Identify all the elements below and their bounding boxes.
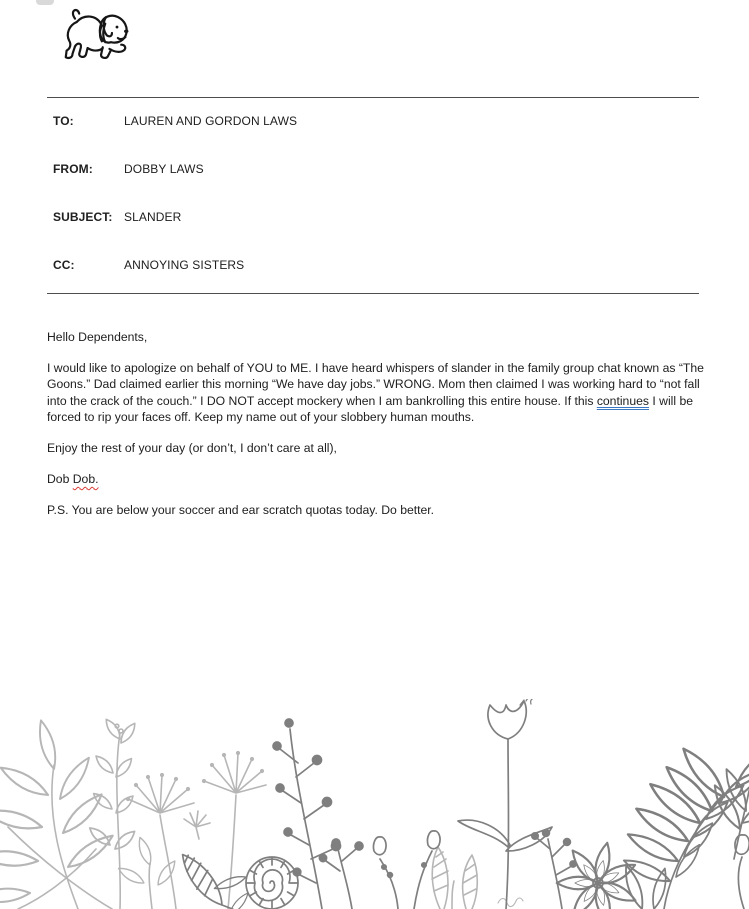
memo-field-value: LAUREN AND GORDON LAWS [124, 114, 298, 128]
leafy-branch-icon [0, 719, 116, 909]
letter-body [47, 329, 707, 533]
memo-field-label: FROM: [53, 162, 93, 176]
postscript-line: P.S. You are below your soccer and ear scratch quotas today. Do better. [47, 502, 435, 517]
memo-field-label: CC: [53, 258, 75, 272]
signature-text: Dob [47, 471, 73, 486]
memo-field-value: SLANDER [124, 210, 182, 224]
round-leaf-sprig-icon [116, 836, 178, 909]
palm-frond-icon [621, 744, 749, 909]
paragraph-text: I will be forced to rip your faces off. Keep my name out of your slobbery human mouths. [47, 393, 694, 425]
memo-header-divider-top [47, 97, 699, 98]
memo-field-label: TO: [53, 114, 74, 128]
hatched-leaves-icon [432, 847, 523, 909]
sketch-rose-icon [213, 857, 298, 909]
striped-leaf-icon [175, 848, 236, 909]
spell-flagged-word[interactable]: Dob. [72, 471, 99, 486]
greeting: Hello Dependents, [47, 330, 148, 344]
puppy-logo [54, 5, 138, 76]
signature-line [47, 471, 707, 487]
closing-line: Enjoy the rest of your day (or don’t, I don’t care at all), [47, 441, 337, 456]
memo-field-from [53, 162, 204, 176]
memo-field-value: ANNOYING SISTERS [124, 258, 245, 272]
memo-header-divider-bottom [47, 293, 699, 294]
dandelion-umbels-icon [127, 752, 266, 909]
botanical-border-illustration [0, 699, 749, 909]
grammar-flagged-word[interactable]: continues [596, 393, 649, 408]
memo-field-value: DOBBY LAWS [124, 162, 204, 176]
paragraph-text: I would like to apologize on behalf of YOU to ME. I have heard whispers of slander in the family group chat known as “The Goons.” Dad claimed earlier this morning “We have day jobs.” WRONG. Mom then claimed I was working hard to “not fall into the crack of the couch.” I DO NOT accept mockery when I am bankrolling this entire house. If this [47, 360, 704, 408]
bud-sprigs-icon [373, 831, 440, 909]
memo-field-cc [53, 258, 244, 272]
signature-scribble [498, 898, 523, 907]
page-top-tab [36, 0, 54, 5]
memo-field-subject [53, 210, 181, 224]
berry-branch-icon [273, 719, 363, 909]
puppy-play-bow-icon [54, 5, 138, 76]
memo-field-label: SUBJECT: [53, 210, 113, 224]
main-paragraph [47, 360, 707, 426]
memo-field-to [53, 114, 297, 128]
